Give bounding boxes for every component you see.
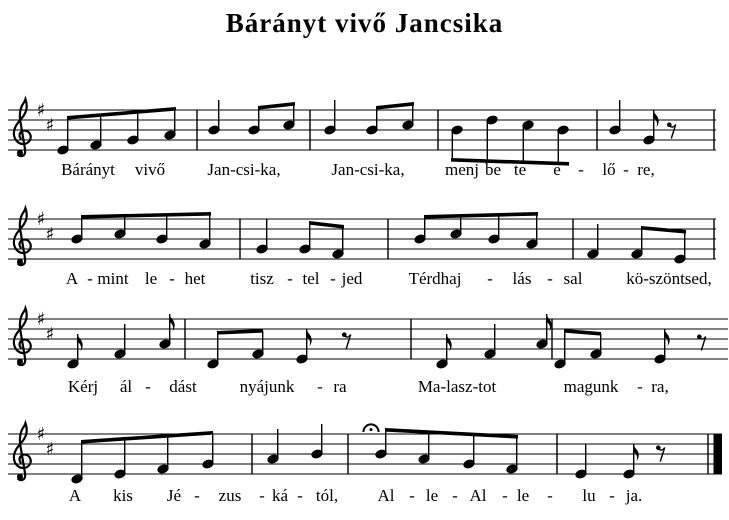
lyric-syllable: - <box>194 486 200 505</box>
treble-clef-path <box>14 99 31 156</box>
lyric-syllable: - <box>317 377 323 396</box>
lyric-syllable: jed <box>341 269 363 288</box>
beam <box>641 226 686 234</box>
lyric-syllable: - <box>145 377 151 396</box>
lyric-syllable: lő <box>602 160 616 179</box>
beam <box>385 428 518 439</box>
lyric-syllable: - <box>547 269 553 288</box>
lyric-syllable: Jan-csi-ka, <box>207 160 281 179</box>
lyric-syllable: het <box>184 269 206 288</box>
beam <box>217 329 263 335</box>
lyric-syllable: ká <box>271 486 289 505</box>
lyric-syllable: kö-szöntsed, <box>626 269 712 288</box>
lyric-syllable: te <box>513 160 527 179</box>
lyric-syllable: - <box>637 377 643 396</box>
lyric-syllable: ja. <box>625 486 643 505</box>
clef-blob <box>17 259 23 265</box>
sharp-sign: ♯ <box>36 309 46 330</box>
lyric-syllable: Jan-csi-ka, <box>331 160 405 179</box>
fermata-dot <box>370 428 373 431</box>
clef-blob <box>17 474 23 480</box>
lyric-syllable: e <box>553 160 561 179</box>
lyric-syllable: Kérj <box>67 377 99 396</box>
treble-clef-icon <box>14 423 31 480</box>
lyric-syllable: Jé <box>166 486 182 505</box>
eighth-rest-icon <box>342 332 351 348</box>
beam <box>564 329 601 336</box>
lyric-syllable: Ma-lasz-tot <box>417 377 497 396</box>
treble-clef-icon <box>14 208 31 265</box>
lyric-syllable: le <box>516 486 530 505</box>
lyric-syllable: ra, <box>651 377 669 396</box>
lyric-syllable: mint <box>97 269 129 288</box>
treble-clef-path <box>14 308 31 365</box>
lyric-syllable: tel <box>302 269 320 288</box>
beam <box>81 212 211 219</box>
beam <box>376 102 414 110</box>
lyric-syllable: magunk <box>563 377 619 396</box>
lyric-syllable: be <box>484 160 502 179</box>
lyric-syllable: - <box>547 486 553 505</box>
sharp-sign: ♯ <box>45 224 55 245</box>
treble-clef-icon <box>14 308 31 365</box>
lyric-syllable: - <box>452 486 458 505</box>
lyric-syllable: lu <box>582 486 596 505</box>
lyric-syllable: Térdhaj <box>408 269 462 288</box>
lyric-syllable: ál <box>119 377 133 396</box>
lyric-syllable: re, <box>637 160 655 179</box>
eighth-rest-icon <box>656 445 665 461</box>
lyric-syllable: vivő <box>134 160 166 179</box>
sharp-sign: ♯ <box>36 209 46 230</box>
lyric-syllable: A <box>68 486 82 505</box>
lyric-syllable: ra <box>333 377 347 396</box>
lyric-syllable: - <box>169 269 175 288</box>
treble-clef-icon <box>14 99 31 156</box>
rest-stroke <box>669 125 675 139</box>
beam <box>67 107 176 120</box>
lyric-syllable: dást <box>169 377 197 396</box>
eighth-rest-icon <box>697 334 706 350</box>
lyric-syllable: le <box>425 486 439 505</box>
lyric-syllable: Bárányt <box>61 160 115 179</box>
final-barline <box>714 434 723 475</box>
treble-clef-path <box>14 423 31 480</box>
lyric-syllable: - <box>609 486 615 505</box>
lyric-syllable: - <box>330 269 336 288</box>
lyric-syllable: sal <box>563 269 583 288</box>
sharp-sign: ♯ <box>36 424 46 445</box>
lyric-syllable: - <box>297 486 303 505</box>
clef-blob <box>17 359 23 365</box>
lyric-syllable: kis <box>113 486 133 505</box>
lyric-syllable: Al <box>469 486 487 505</box>
sharp-sign: ♯ <box>45 115 55 136</box>
lyric-syllable: A <box>65 269 79 288</box>
beam <box>258 102 295 110</box>
lyric-syllable: lás <box>512 269 532 288</box>
treble-clef-path <box>14 208 31 265</box>
sharp-sign: ♯ <box>36 100 46 121</box>
lyric-syllable: - <box>502 486 508 505</box>
beam <box>309 221 344 229</box>
rest-stroke <box>699 337 705 351</box>
lyric-syllable: - <box>409 486 415 505</box>
rest-stroke <box>344 335 350 349</box>
lyric-syllable: tisz <box>250 269 274 288</box>
clef-blob <box>17 150 23 156</box>
lyric-syllable: tól, <box>315 486 339 505</box>
fermata-icon <box>363 424 378 432</box>
lyric-syllable: - <box>87 269 93 288</box>
lyric-syllable: - <box>259 486 265 505</box>
song-title: Bárányt vivő Jancsika <box>225 8 504 38</box>
lyric-syllable: Al <box>377 486 395 505</box>
sharp-sign: ♯ <box>45 439 55 460</box>
lyric-syllable: - <box>287 269 293 288</box>
lyric-syllable: - <box>623 160 629 179</box>
lyric-syllable: - <box>578 160 584 179</box>
lyric-syllable: - <box>487 269 493 288</box>
lyric-syllable: le <box>144 269 158 288</box>
lyric-syllable: zus <box>218 486 242 505</box>
sharp-sign: ♯ <box>45 324 55 345</box>
lyric-syllable: menj <box>445 160 479 179</box>
beam <box>81 431 213 444</box>
beam <box>424 212 538 219</box>
lyric-syllable: nyájunk <box>239 377 295 396</box>
